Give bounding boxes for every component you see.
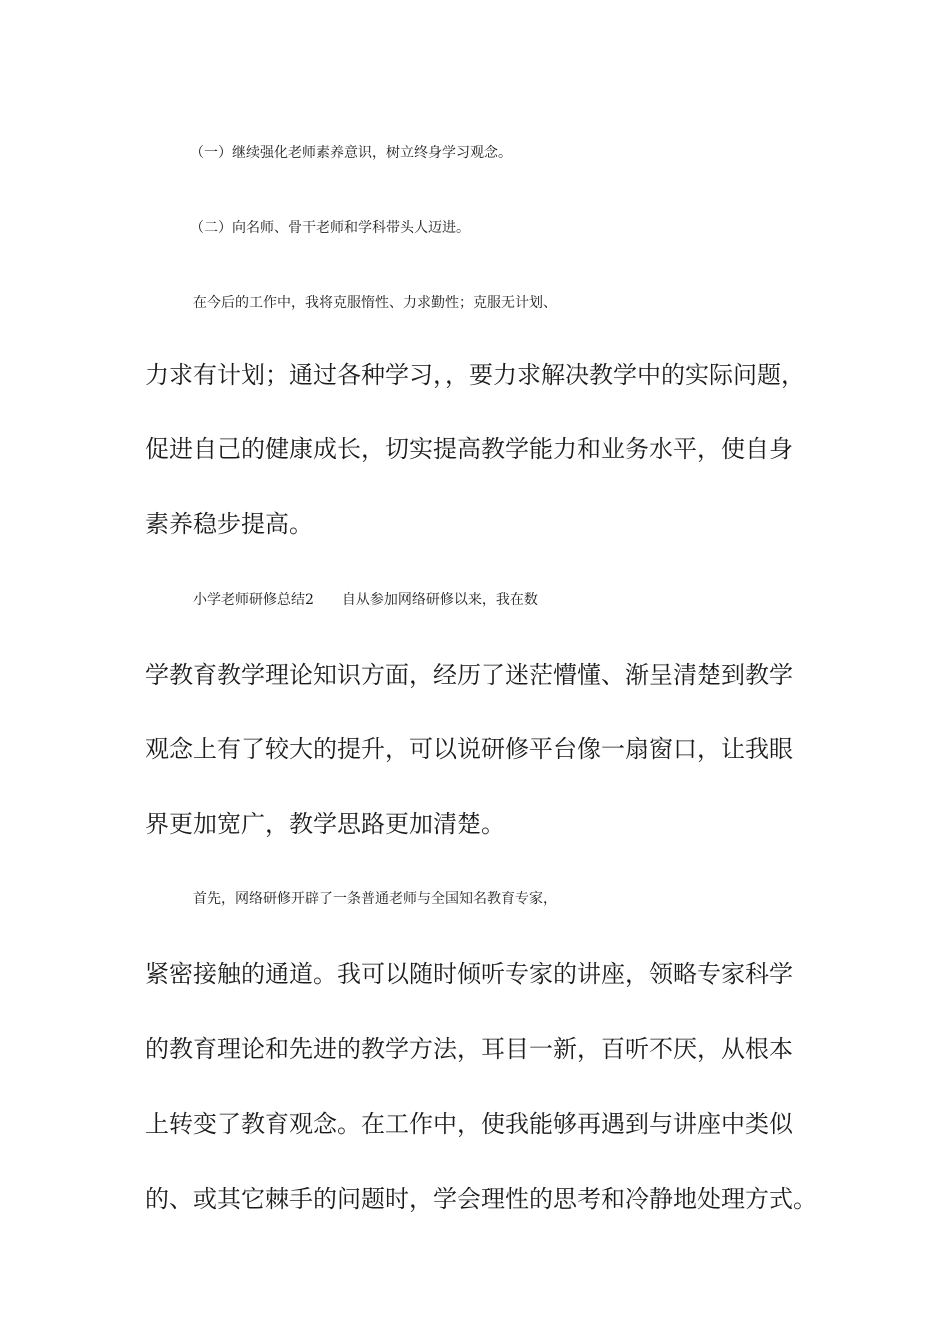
text-line: （一）继续强化老师素养意识，树立终身学习观念。 [190,145,512,161]
text-line: 观念上有了较大的提升，可以说研修平台像一扇窗口，让我眼 [145,735,793,763]
text-line: 上转变了教育观念。在工作中，使我能够再遇到与讲座中类似 [145,1110,793,1138]
text-line: 首先，网络研修开辟了一条普通老师与全国知名教育专家， [193,891,557,907]
text-line: 紧密接触的通道。我可以随时倾听专家的讲座，领略专家科学 [145,960,793,988]
text-line: 力求有计划；通过各种学习，，要力求解决教学中的实际问题， [145,361,805,389]
text-line: 在今后的工作中，我将克服惰性、力求勤性；克服无计划、 [193,295,557,311]
text-line: 学教育教学理论知识方面，经历了迷茫懵懂、渐呈清楚到教学 [145,661,793,689]
text-line: 的、或其它棘手的问题时，学会理性的思考和冷静地处理方式。 [145,1185,817,1213]
text-line: 促进自己的健康成长，切实提高教学能力和业务水平，使自身 [145,435,793,463]
text-line: （二）向名师、骨干老师和学科带头人迈进。 [190,220,470,236]
text-line: 素养稳步提高。 [145,510,313,538]
text-line: 的教育理论和先进的教学方法，耳目一新，百听不厌，从根本 [145,1035,793,1063]
text-line: 小学老师研修总结2 自从参加网络研修以来，我在数 [193,592,538,608]
text-line: 界更加宽广，教学思路更加清楚。 [145,810,505,838]
